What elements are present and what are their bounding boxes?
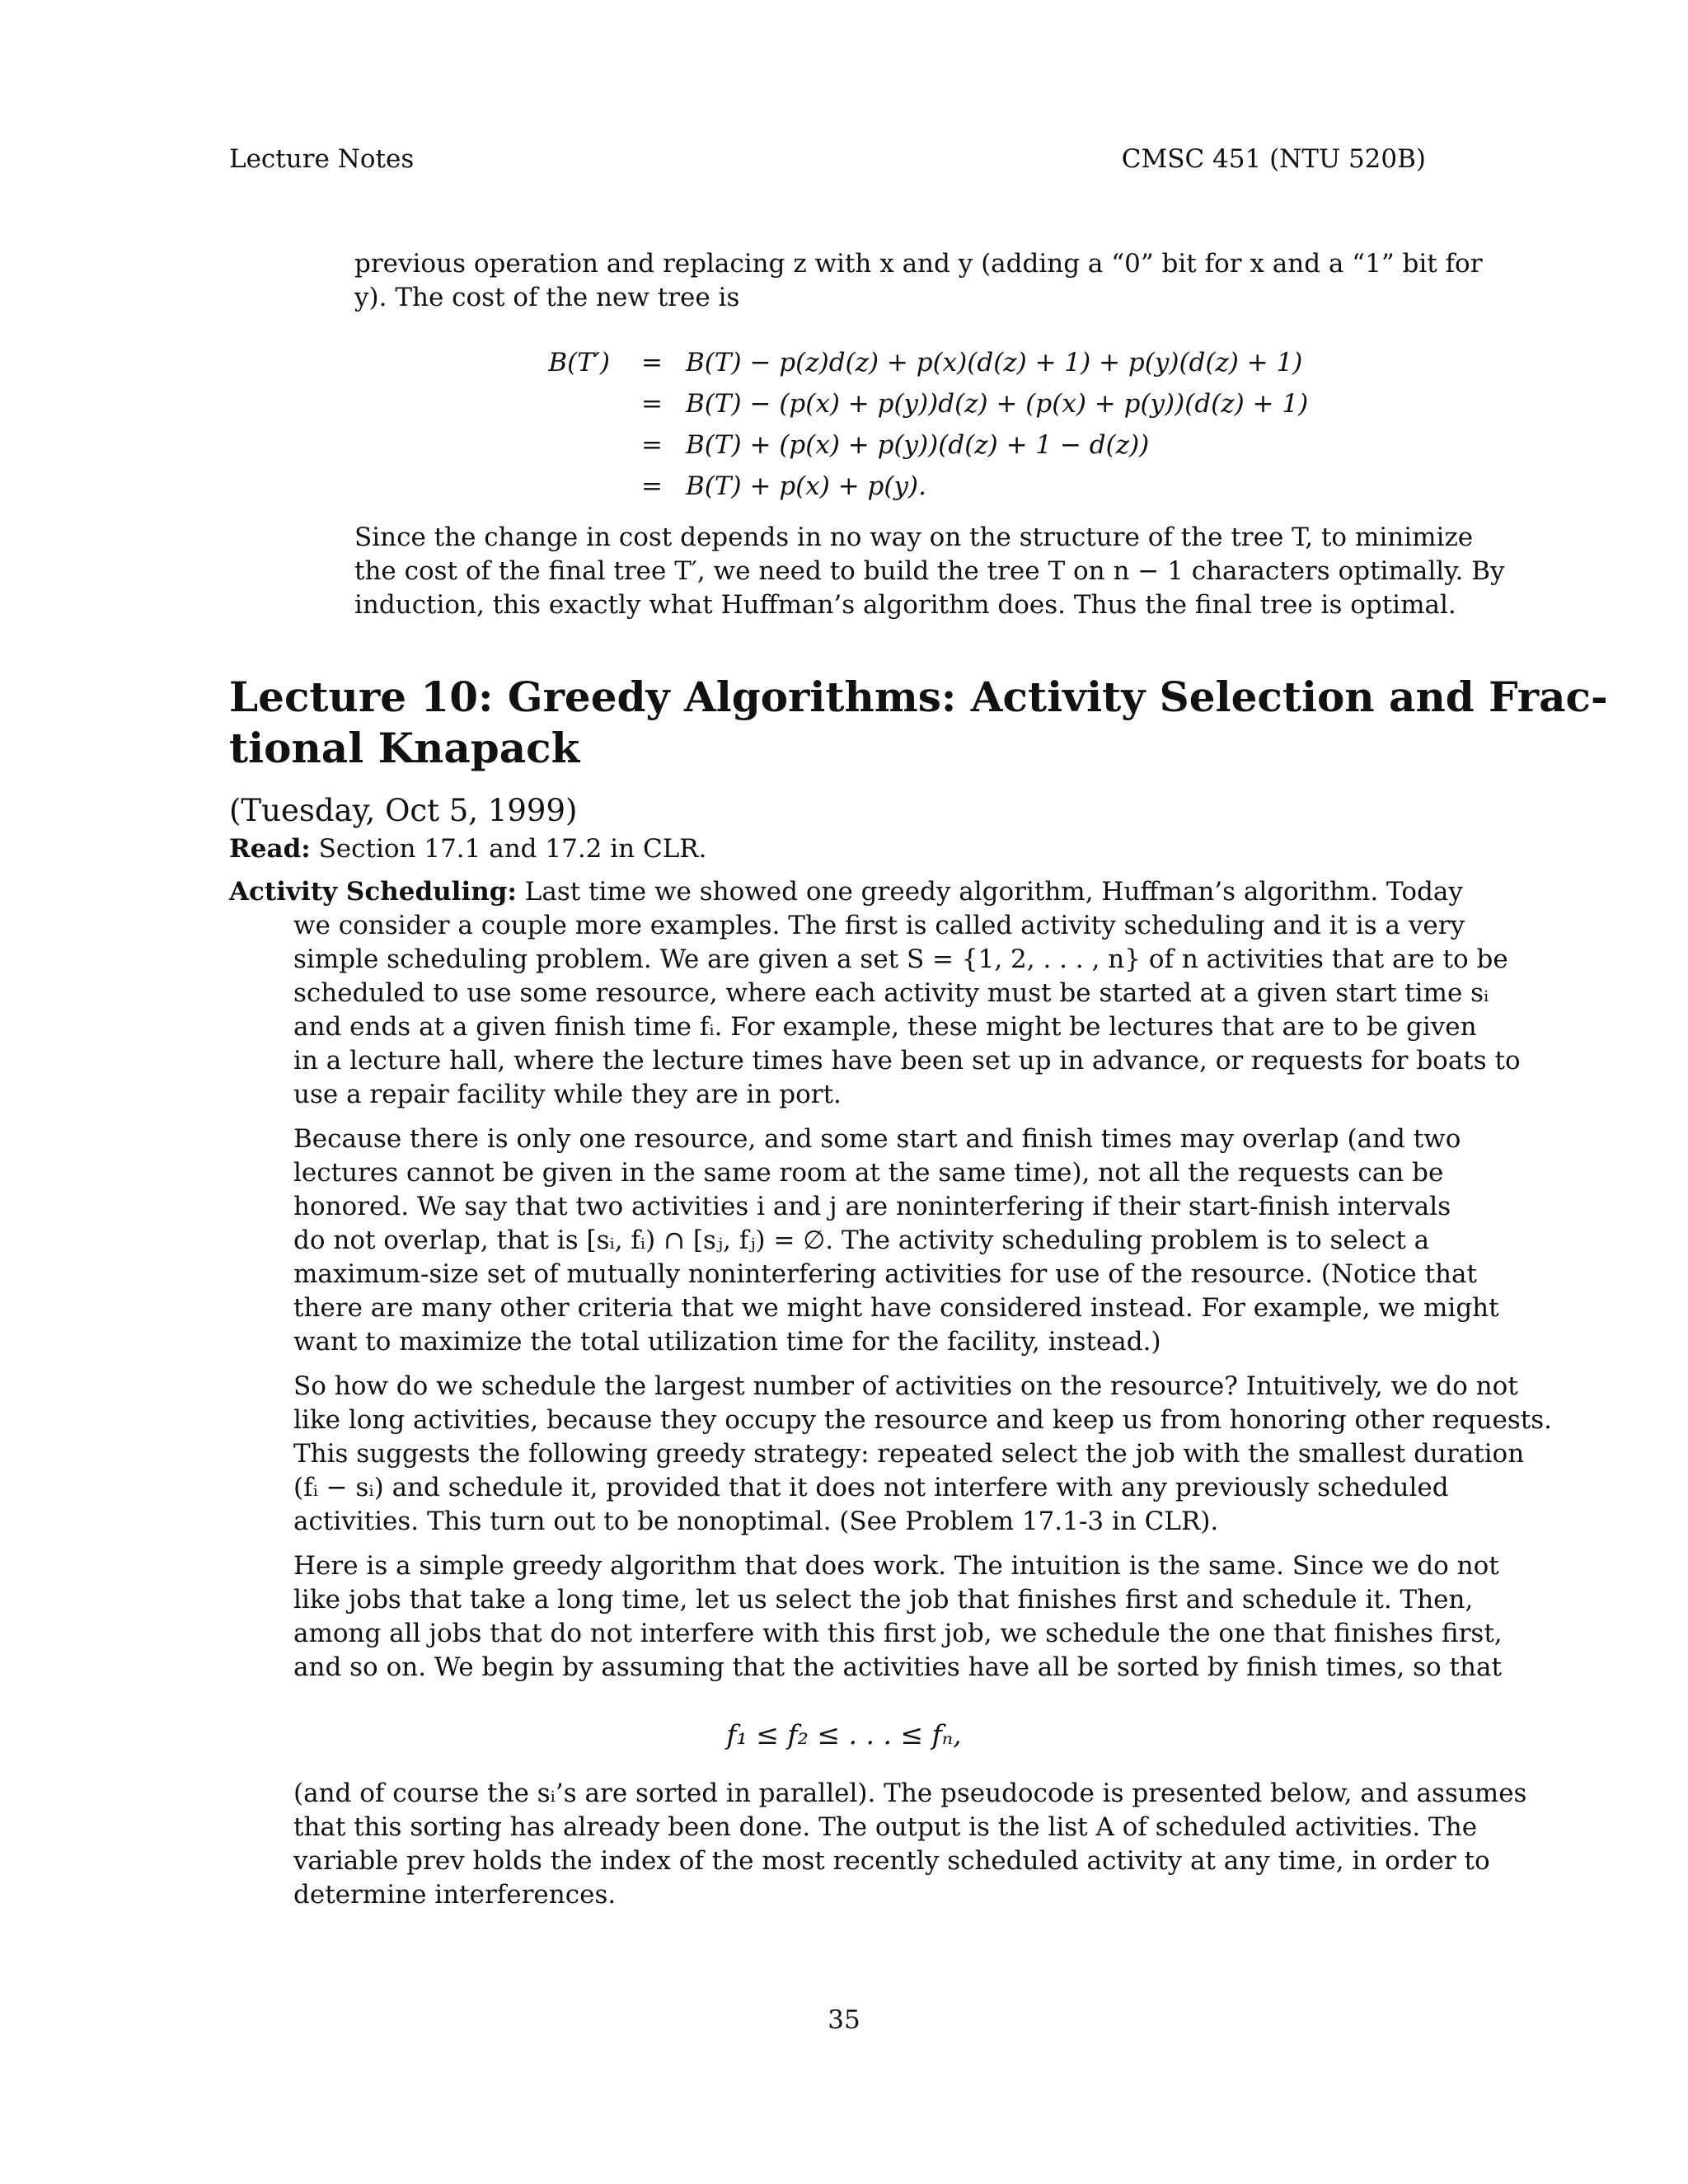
equation-lhs: B(T′) — [548, 348, 610, 377]
activity-scheduling-paragraph-3 — [293, 1370, 1553, 1539]
equation-rhs: B(T) − (p(x) + p(y))d(z) + (p(x) + p(y))(d(z) + 1) — [686, 389, 1309, 419]
equation-rhs: B(T) + (p(x) + p(y))(d(z) + 1 − d(z)) — [686, 430, 1150, 460]
activity-scheduling-heading: Activity Scheduling: — [229, 877, 517, 907]
read-label: Read: — [229, 834, 311, 864]
intro-line-2: y). The cost of the new tree is — [354, 283, 740, 312]
paragraph-line — [229, 875, 1463, 909]
paragraph-line-text: Last time we showed one greedy algorithm, Huffman’s algorithm. Today — [524, 877, 1463, 907]
activity-scheduling-paragraph-1 — [229, 875, 1521, 1112]
lecture-title-line-1: Lecture 10: Greedy Algorithms: Activity Selection and Frac- — [229, 673, 1608, 721]
paragraph-line: do not overlap, that is [sᵢ, fᵢ) ∩ [sⱼ, fⱼ) = ∅. The activity scheduling problem is to select a — [293, 1226, 1430, 1255]
equation-rhs: B(T) + p(x) + p(y). — [686, 471, 926, 501]
paragraph-line: (fᵢ − sᵢ) and schedule it, provided that it does not interfere with any previously scheduled — [293, 1473, 1449, 1502]
paragraph-line: scheduled to use some resource, where each activity must be started at a given start time sᵢ — [293, 978, 1489, 1008]
paragraph-line: Because there is only one resource, and some start and finish times may overlap (and two — [293, 1124, 1461, 1154]
paragraph-line: maximum-size set of mutually noninterfering activities for use of the resource. (Notice that — [293, 1259, 1477, 1289]
paragraph-line: use a repair facility while they are in port. — [293, 1080, 842, 1109]
sorted-finish-times-equation: f₁ ≤ f₂ ≤ . . . ≤ fₙ, — [726, 1718, 962, 1750]
conclusion-line: Since the change in cost depends in no way on the structure of the tree T, to minimize — [354, 523, 1474, 552]
activity-scheduling-paragraph-2 — [293, 1122, 1499, 1359]
paragraph-line: and so on. We begin by assuming that the activities have all be sorted by finish times, so that — [293, 1652, 1502, 1682]
paragraph-line: that this sorting has already been done. The output is the list A of scheduled activities. The — [293, 1812, 1478, 1842]
paragraph-line: So how do we schedule the largest number of activities on the resource? Intuitively, we do not — [293, 1371, 1518, 1401]
equals-sign: = — [641, 471, 663, 501]
equals-sign: = — [641, 348, 663, 377]
lecture-title-line-2: tional Knapack — [229, 724, 580, 772]
conclusion-line: induction, this exactly what Huffman’s algorithm does. Thus the final tree is optimal. — [354, 590, 1456, 620]
paragraph-line: want to maximize the total utilization time for the facility, instead.) — [293, 1327, 1161, 1357]
paragraph-line: (and of course the sᵢ’s are sorted in parallel). The pseudocode is presented below, and assumes — [293, 1779, 1527, 1808]
paragraph-line: in a lecture hall, where the lecture times have been set up in advance, or requests for boats to — [293, 1046, 1521, 1076]
paragraph-line: determine interferences. — [293, 1880, 617, 1910]
paragraph-line: simple scheduling problem. We are given a set S = {1, 2, . . . , n} of n activities that are to be — [293, 944, 1508, 974]
paragraph-line: honored. We say that two activities i and j are noninterfering if their start-finish intervals — [293, 1192, 1451, 1221]
paragraph-line: like long activities, because they occupy the resource and keep us from honoring other requests. — [293, 1405, 1553, 1435]
paragraph-line: and ends at a given finish time fᵢ. For example, these might be lectures that are to be given — [293, 1012, 1477, 1042]
conclusion-line: the cost of the final tree T′, we need to build the tree T on n − 1 characters optimally. By — [354, 556, 1505, 586]
paragraph-line: variable prev holds the index of the most recently scheduled activity at any time, in order to — [293, 1846, 1490, 1876]
read-text: Section 17.1 and 17.2 in CLR. — [318, 834, 707, 864]
activity-scheduling-paragraph-4 — [293, 1549, 1503, 1685]
paragraph-line: Here is a simple greedy algorithm that does work. The intuition is the same. Since we do not — [293, 1551, 1499, 1581]
intro-line-1: previous operation and replacing z with x and y (adding a “0” bit for x and a “1” bit for — [354, 249, 1483, 279]
conclusion-paragraph — [354, 521, 1505, 622]
paragraph-line: This suggests the following greedy strategy: repeated select the job with the smallest duration — [293, 1439, 1525, 1469]
paragraph-line: activities. This turn out to be nonoptimal. (See Problem 17.1-3 in CLR). — [293, 1507, 1219, 1536]
equals-sign: = — [641, 430, 663, 460]
running-header-left: Lecture Notes — [229, 144, 415, 174]
reading-assignment — [229, 834, 707, 864]
equals-sign: = — [641, 389, 663, 419]
intro-paragraph — [354, 247, 1483, 315]
page-number: 35 — [828, 2005, 860, 2035]
paragraph-line: like jobs that take a long time, let us select the job that finishes first and schedule it. Then, — [293, 1585, 1474, 1615]
paragraph-line: we consider a couple more examples. The first is called activity scheduling and it is a very — [293, 911, 1465, 940]
paragraph-line: there are many other criteria that we might have considered instead. For example, we might — [293, 1293, 1499, 1323]
activity-scheduling-paragraph-5 — [293, 1777, 1527, 1912]
equation-rhs: B(T) − p(z)d(z) + p(x)(d(z) + 1) + p(y)(d(z) + 1) — [686, 348, 1303, 377]
paragraph-line: among all jobs that do not interfere with this first job, we schedule the one that finishes first, — [293, 1619, 1503, 1648]
paragraph-line: lectures cannot be given in the same room at the same time), not all the requests can be — [293, 1158, 1444, 1188]
lecture-title — [229, 672, 1608, 774]
lecture-date: (Tuesday, Oct 5, 1999) — [229, 793, 578, 828]
running-header-right: CMSC 451 (NTU 520B) — [1121, 144, 1426, 174]
